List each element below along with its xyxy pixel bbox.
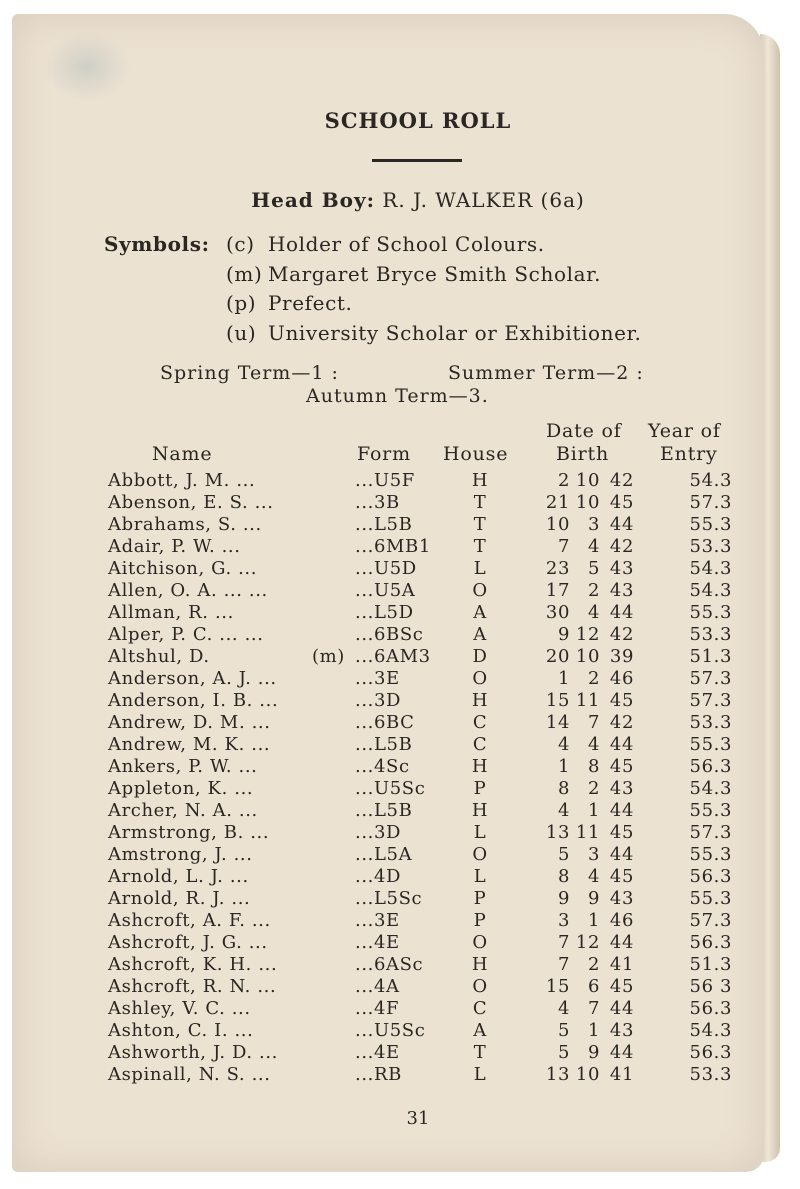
table-row — [0, 734, 760, 756]
birth-day-cell: 3 — [557, 910, 570, 931]
birth-year-cell: 44 — [609, 844, 634, 865]
birth-year-cell: 45 — [609, 690, 634, 711]
birth-day-cell: 5 — [557, 1042, 570, 1063]
form-cell: ...3D — [355, 822, 402, 843]
col-header-entry-bottom: Entry — [660, 443, 718, 465]
student-name: Andrew, M. K. ... — [108, 734, 271, 755]
symbols-label: Symbols: — [104, 232, 210, 256]
birth-month-cell: 4 — [587, 536, 600, 557]
symbol-row — [104, 321, 641, 351]
symbol-code: (p) — [226, 291, 257, 315]
birth-day-cell: 8 — [557, 866, 570, 887]
head-boy-line — [0, 188, 800, 212]
table-row — [0, 954, 760, 976]
birth-year-cell: 44 — [609, 602, 634, 623]
student-name: Adair, P. W. ... — [108, 536, 241, 557]
entry-cell: 54.3 — [689, 778, 732, 799]
house-cell: C — [472, 712, 488, 733]
student-name: Andrew, D. M. ... — [108, 712, 271, 733]
table-row — [0, 668, 760, 690]
table-row — [0, 822, 760, 844]
form-cell: ...L5B — [355, 514, 413, 535]
student-name: Ankers, P. W. ... — [108, 756, 258, 777]
birth-day-cell: 15 — [545, 690, 570, 711]
house-cell: O — [472, 668, 488, 689]
birth-day-cell: 10 — [545, 514, 570, 535]
symbol-code: (c) — [226, 232, 255, 256]
birth-month-cell: 10 — [575, 646, 600, 667]
house-cell: L — [473, 1064, 487, 1085]
student-name: Archer, N. A. ... — [108, 800, 258, 821]
student-name: Abbott, J. M. ... — [108, 470, 256, 491]
birth-day-cell: 7 — [557, 536, 570, 557]
birth-month-cell: 6 — [587, 976, 600, 997]
birth-year-cell: 42 — [609, 536, 634, 557]
house-cell: H — [471, 954, 489, 975]
table-row — [0, 690, 760, 712]
birth-day-cell: 4 — [557, 734, 570, 755]
col-header-entry-top: Year of — [648, 420, 721, 442]
student-name: Arnold, R. J. ... — [108, 888, 251, 909]
birth-day-cell: 7 — [557, 954, 570, 975]
page-title: SCHOOL ROLL — [324, 108, 512, 133]
form-cell: ...L5A — [355, 844, 413, 865]
entry-cell: 56.3 — [689, 756, 732, 777]
form-cell: ...3D — [355, 690, 402, 711]
table-row — [0, 866, 760, 888]
birth-year-cell: 43 — [609, 558, 634, 579]
house-cell: H — [471, 470, 489, 491]
entry-cell: 57.3 — [689, 492, 732, 513]
birth-day-cell: 23 — [545, 558, 570, 579]
table-row — [0, 756, 760, 778]
table-row — [0, 492, 760, 514]
entry-cell: 57.3 — [689, 910, 732, 931]
student-name: Anderson, A. J. ... — [108, 668, 277, 689]
house-cell: A — [473, 624, 487, 645]
form-cell: ...4E — [355, 1042, 400, 1063]
birth-month-cell: 10 — [575, 1064, 600, 1085]
form-cell: ...4D — [355, 866, 402, 887]
birth-year-cell: 45 — [609, 976, 634, 997]
birth-month-cell: 7 — [587, 712, 600, 733]
house-cell: A — [473, 602, 487, 623]
col-header-form: Form — [357, 443, 411, 465]
house-cell: T — [473, 536, 487, 557]
entry-cell: 56 3 — [689, 976, 732, 997]
house-cell: L — [473, 822, 487, 843]
birth-year-cell: 44 — [609, 514, 634, 535]
house-cell: L — [473, 558, 487, 579]
birth-month-cell: 2 — [587, 580, 600, 601]
student-name: Ashley, V. C. ... — [108, 998, 251, 1019]
birth-day-cell: 4 — [557, 998, 570, 1019]
birth-day-cell: 9 — [557, 624, 570, 645]
entry-cell: 53.3 — [689, 624, 732, 645]
student-name: Amstrong, J. ... — [108, 844, 253, 865]
student-name: Ashcroft, J. G. ... — [108, 932, 268, 953]
form-cell: ...6BSc — [355, 624, 424, 645]
birth-year-cell: 45 — [609, 822, 634, 843]
form-cell: ...U5D — [355, 558, 417, 579]
house-cell: P — [473, 910, 487, 931]
head-boy-value: R. J. WALKER (6a) — [382, 188, 585, 212]
table-row — [0, 1064, 760, 1086]
entry-cell: 56.3 — [689, 932, 732, 953]
birth-year-cell: 43 — [609, 888, 634, 909]
entry-cell: 54.3 — [689, 558, 732, 579]
student-name: Allen, O. A. ... ... — [108, 580, 268, 601]
birth-month-cell: 3 — [587, 844, 600, 865]
table-row — [0, 470, 760, 492]
table-row — [0, 602, 760, 624]
table-row — [0, 910, 760, 932]
table-row — [0, 976, 760, 998]
birth-year-cell: 45 — [609, 492, 634, 513]
birth-day-cell: 8 — [557, 778, 570, 799]
birth-month-cell: 1 — [587, 1020, 600, 1041]
student-name: Anderson, I. B. ... — [108, 690, 279, 711]
house-cell: O — [472, 976, 488, 997]
student-name: Arnold, L. J. ... — [108, 866, 249, 887]
symbol-text: Holder of School Colours. — [268, 232, 545, 256]
spring-term: Spring Term—1 : — [160, 362, 339, 384]
birth-month-cell: 4 — [587, 734, 600, 755]
table-row — [0, 1020, 760, 1042]
student-name: Alper, P. C. ... ... — [108, 624, 264, 645]
entry-cell: 55.3 — [689, 888, 732, 909]
birth-year-cell: 44 — [609, 734, 634, 755]
entry-cell: 51.3 — [689, 954, 732, 975]
house-cell: P — [473, 888, 487, 909]
birth-month-cell: 8 — [587, 756, 600, 777]
house-cell: O — [472, 844, 488, 865]
birth-day-cell: 4 — [557, 800, 570, 821]
autumn-term: Autumn Term—3. — [306, 385, 489, 407]
symbol-text: Margaret Bryce Smith Scholar. — [268, 261, 602, 286]
birth-year-cell: 46 — [609, 910, 634, 931]
birth-year-cell: 43 — [609, 580, 634, 601]
page-number: 31 — [406, 1108, 430, 1129]
birth-day-cell: 14 — [545, 712, 570, 733]
birth-month-cell: 12 — [575, 932, 600, 953]
birth-month-cell: 11 — [575, 690, 600, 711]
table-row — [0, 712, 760, 734]
birth-month-cell: 4 — [587, 866, 600, 887]
house-cell: O — [472, 932, 488, 953]
form-cell: ...L5D — [355, 602, 414, 623]
birth-day-cell: 9 — [557, 888, 570, 909]
entry-cell: 57.3 — [689, 668, 732, 689]
student-name: Aitchison, G. ... — [108, 558, 258, 579]
entry-cell: 55.3 — [689, 800, 732, 821]
entry-cell: 57.3 — [689, 690, 732, 711]
birth-day-cell: 13 — [545, 1064, 570, 1085]
table-row — [0, 778, 760, 800]
birth-day-cell: 1 — [557, 668, 570, 689]
student-name: Abenson, E. S. ... — [108, 492, 274, 513]
form-cell: ...4F — [355, 998, 400, 1019]
student-name: Ashcroft, R. N. ... — [108, 976, 277, 997]
form-cell: ...U5F — [355, 470, 415, 491]
student-name: Abrahams, S. ... — [108, 514, 262, 535]
birth-year-cell: 42 — [609, 470, 634, 491]
birth-year-cell: 44 — [609, 932, 634, 953]
birth-year-cell: 44 — [609, 800, 634, 821]
form-cell: ...U5A — [355, 580, 416, 601]
birth-month-cell: 2 — [587, 668, 600, 689]
house-cell: C — [472, 734, 488, 755]
entry-cell: 53.3 — [689, 712, 732, 733]
birth-year-cell: 39 — [609, 646, 634, 667]
scholar-symbol: (m) — [312, 646, 345, 667]
symbol-code: (m) — [226, 261, 263, 286]
birth-month-cell: 7 — [587, 998, 600, 1019]
col-header-dob-top: Date of — [546, 420, 622, 442]
house-cell: C — [472, 998, 488, 1019]
birth-month-cell: 2 — [587, 778, 600, 799]
form-cell: ...6MB1 — [355, 536, 431, 557]
birth-month-cell: 11 — [575, 822, 600, 843]
birth-day-cell: 1 — [557, 756, 570, 777]
table-row — [0, 646, 760, 668]
entry-cell: 55.3 — [689, 514, 732, 535]
page-stain — [42, 32, 132, 102]
birth-month-cell: 3 — [587, 514, 600, 535]
birth-day-cell: 15 — [545, 976, 570, 997]
student-name: Allman, R. ... — [108, 602, 234, 623]
table-row — [0, 888, 760, 910]
terms-legend — [160, 362, 644, 407]
roll-table — [0, 470, 760, 1086]
birth-month-cell: 2 — [587, 954, 600, 975]
head-boy-label: Head Boy: — [251, 188, 375, 212]
student-name: Altshul, D. — [108, 646, 210, 667]
birth-year-cell: 42 — [609, 624, 634, 645]
house-cell: D — [472, 646, 488, 667]
form-cell: ...4A — [355, 976, 400, 997]
entry-cell: 51.3 — [689, 646, 732, 667]
birth-day-cell: 21 — [545, 492, 570, 513]
birth-year-cell: 41 — [609, 954, 634, 975]
entry-cell: 53.3 — [689, 536, 732, 557]
form-cell: ...3B — [355, 492, 400, 513]
house-cell: P — [473, 778, 487, 799]
symbol-text: Prefect. — [268, 291, 353, 315]
birth-day-cell: 5 — [557, 844, 570, 865]
form-cell: ...U5Sc — [355, 778, 426, 799]
entry-cell: 54.3 — [689, 1020, 732, 1041]
table-row — [0, 932, 760, 954]
table-row — [0, 580, 760, 602]
student-name: Ashworth, J. D. ... — [108, 1042, 279, 1063]
birth-month-cell: 1 — [587, 910, 600, 931]
birth-day-cell: 30 — [545, 602, 570, 623]
table-row — [0, 536, 760, 558]
birth-month-cell: 10 — [575, 470, 600, 491]
entry-cell: 56.3 — [689, 998, 732, 1019]
student-name: Aspinall, N. S. ... — [108, 1064, 271, 1085]
table-row — [0, 998, 760, 1020]
entry-cell: 55.3 — [689, 602, 732, 623]
table-row — [0, 514, 760, 536]
house-cell: H — [471, 800, 489, 821]
birth-day-cell: 2 — [557, 470, 570, 491]
form-cell: ...L5Sc — [355, 888, 423, 909]
entry-cell: 56.3 — [689, 866, 732, 887]
house-cell: O — [472, 580, 488, 601]
table-row — [0, 844, 760, 866]
birth-month-cell: 10 — [575, 492, 600, 513]
entry-cell: 55.3 — [689, 844, 732, 865]
birth-year-cell: 45 — [609, 756, 634, 777]
entry-cell: 53.3 — [689, 1064, 732, 1085]
birth-month-cell: 12 — [575, 624, 600, 645]
student-name: Ashcroft, A. F. ... — [108, 910, 271, 931]
birth-day-cell: 20 — [545, 646, 570, 667]
house-cell: L — [473, 866, 487, 887]
form-cell: ...6ASc — [355, 954, 424, 975]
symbol-row — [104, 262, 641, 292]
entry-cell: 56.3 — [689, 1042, 732, 1063]
symbol-row — [104, 232, 641, 262]
form-cell: ...4E — [355, 932, 400, 953]
student-name: Appleton, K. ... — [108, 778, 254, 799]
birth-month-cell: 9 — [587, 1042, 600, 1063]
form-cell: ...L5B — [355, 800, 413, 821]
birth-day-cell: 5 — [557, 1020, 570, 1041]
house-cell: T — [473, 514, 487, 535]
form-cell: ...U5Sc — [355, 1020, 426, 1041]
birth-day-cell: 7 — [557, 932, 570, 953]
birth-month-cell: 9 — [587, 888, 600, 909]
form-cell: ...4Sc — [355, 756, 410, 777]
birth-year-cell: 46 — [609, 668, 634, 689]
table-row — [0, 1042, 760, 1064]
student-name: Ashcroft, K. H. ... — [108, 954, 278, 975]
student-name: Ashton, C. I. ... — [108, 1020, 254, 1041]
form-cell: ...3E — [355, 668, 400, 689]
birth-day-cell: 17 — [545, 580, 570, 601]
col-header-dob-bottom: Birth — [556, 443, 609, 465]
birth-day-cell: 13 — [545, 822, 570, 843]
house-cell: A — [473, 1020, 487, 1041]
entry-cell: 54.3 — [689, 580, 732, 601]
table-row — [0, 800, 760, 822]
form-cell: ...L5B — [355, 734, 413, 755]
birth-month-cell: 5 — [587, 558, 600, 579]
student-name: Armstrong, B. ... — [108, 822, 270, 843]
house-cell: T — [473, 1042, 487, 1063]
title-rule — [372, 159, 462, 162]
form-cell: ...6AM3 — [355, 646, 431, 667]
symbol-row — [104, 291, 641, 321]
house-cell: H — [471, 756, 489, 777]
symbol-code: (u) — [226, 320, 257, 345]
birth-year-cell: 41 — [609, 1064, 634, 1085]
entry-cell: 57.3 — [689, 822, 732, 843]
birth-year-cell: 43 — [609, 1020, 634, 1041]
entry-cell: 54.3 — [689, 470, 732, 491]
birth-year-cell: 45 — [609, 866, 634, 887]
symbols-legend — [104, 232, 641, 350]
house-cell: H — [471, 690, 489, 711]
col-header-name: Name — [152, 443, 213, 465]
symbol-text: University Scholar or Exhibitioner. — [268, 320, 642, 345]
entry-cell: 55.3 — [689, 734, 732, 755]
birth-year-cell: 44 — [609, 1042, 634, 1063]
summer-term: Summer Term—2 : — [448, 362, 644, 384]
birth-year-cell: 43 — [609, 778, 634, 799]
birth-month-cell: 4 — [587, 602, 600, 623]
form-cell: ...3E — [355, 910, 400, 931]
table-row — [0, 558, 760, 580]
form-cell: ...6BC — [355, 712, 415, 733]
col-header-house: House — [443, 443, 509, 465]
form-cell: ...RB — [355, 1064, 402, 1085]
birth-month-cell: 1 — [587, 800, 600, 821]
birth-year-cell: 44 — [609, 998, 634, 1019]
birth-year-cell: 42 — [609, 712, 634, 733]
house-cell: T — [473, 492, 487, 513]
table-row — [0, 624, 760, 646]
